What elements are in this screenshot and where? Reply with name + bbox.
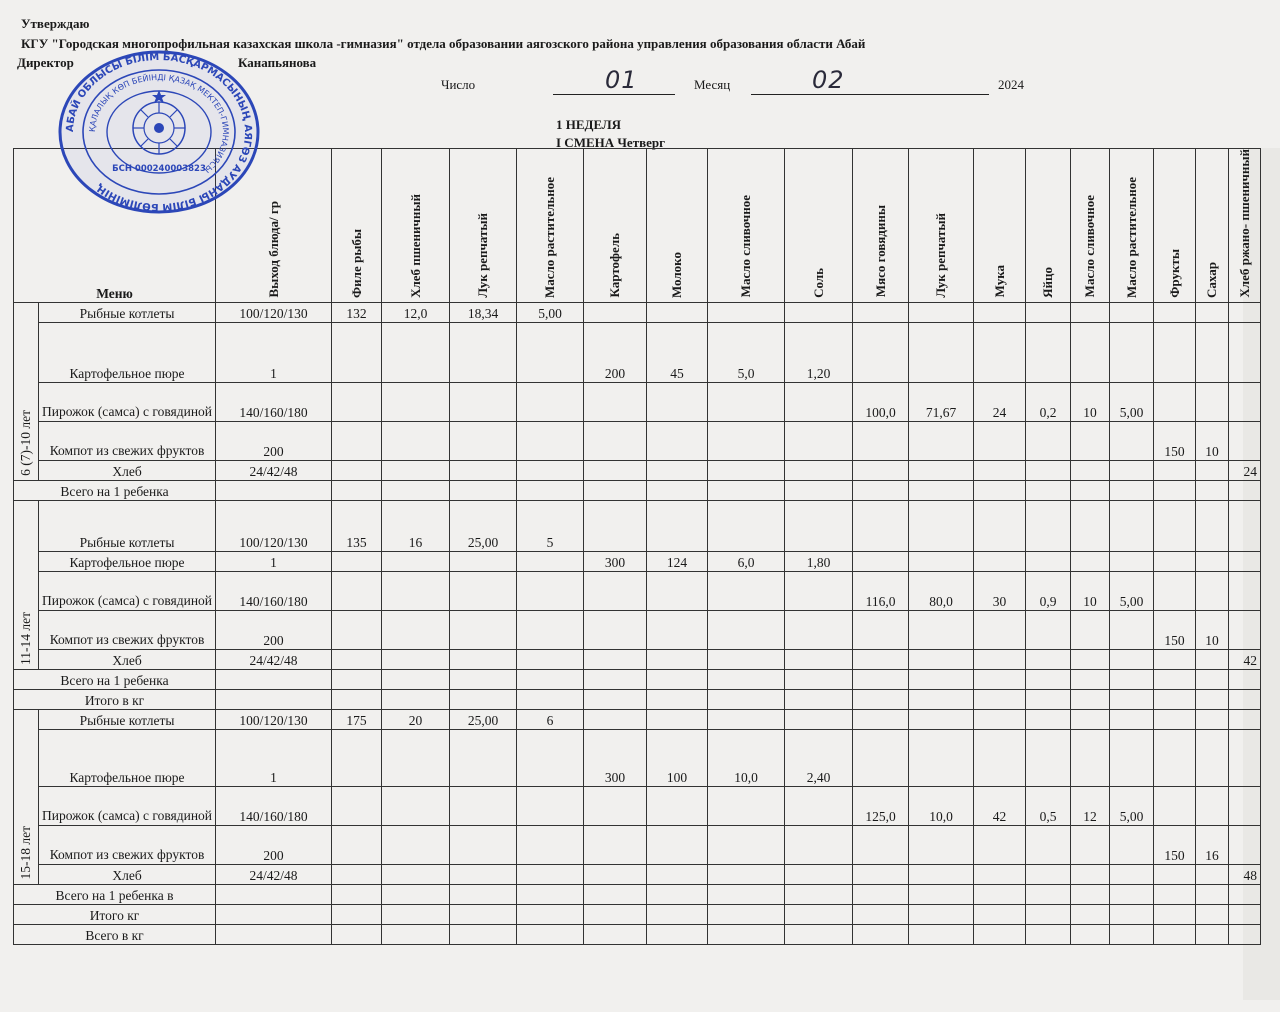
age-group-label: 6 (7)-10 лет — [18, 409, 33, 476]
total-row — [14, 480, 1261, 500]
cell-value: 125,0 — [853, 786, 909, 825]
cell-value: 0,5 — [1026, 786, 1071, 825]
col-14 — [1110, 149, 1154, 303]
dish-output: 100/120/130 — [216, 302, 332, 322]
stamp-bin: БСН 000240003823 — [112, 164, 206, 174]
col-1 — [332, 149, 382, 303]
col-3 — [450, 149, 517, 303]
dish-name: Картофельное пюре — [39, 729, 216, 786]
dish-name: Рыбные котлеты — [39, 302, 216, 322]
cell-value: 24 — [974, 382, 1026, 421]
dish-name: Картофельное пюре — [39, 322, 216, 382]
cell-value: 45 — [647, 322, 708, 382]
table-row — [14, 786, 1261, 825]
month-value: 02 — [812, 66, 845, 94]
cell-value: 200 — [584, 322, 647, 382]
cell-value: 150 — [1154, 610, 1196, 649]
dish-name: Хлеб — [39, 649, 216, 669]
table-row — [14, 729, 1261, 786]
age-group-label: 11-14 лет — [18, 611, 33, 665]
cell-value: 18,34 — [450, 302, 517, 322]
dish-name: Хлеб — [39, 460, 216, 480]
dish-output: 200 — [216, 610, 332, 649]
week-title: 1 НЕДЕЛЯ — [556, 117, 622, 132]
table-row — [14, 825, 1261, 864]
cell-value: 6,0 — [708, 551, 785, 571]
cell-value: 10,0 — [708, 729, 785, 786]
total-row — [14, 904, 1261, 924]
table-row — [14, 709, 1261, 729]
col-1-label: Филе рыбы — [348, 228, 364, 298]
month-line — [751, 94, 989, 95]
cell-value: 150 — [1154, 825, 1196, 864]
total-row — [14, 884, 1261, 904]
col-5-label: Картофель — [607, 233, 623, 298]
dish-name: Пирожок (самса) с говядиной — [39, 786, 216, 825]
stamp-outer-text: АБАЙ ОБЛЫСЫ БІЛІМ БАСҚАРМАСЫНЫҢ АЯГӨЗ АУДАНЫ БІЛІМ БӨЛІМІНІҢ — [64, 51, 254, 213]
col-13-label: Масло сливочное — [1082, 195, 1098, 298]
table-row — [14, 421, 1261, 460]
total-label: Итого в кг — [14, 689, 216, 709]
col-12 — [1026, 149, 1071, 303]
day-label: Число — [441, 77, 476, 92]
table-row — [14, 382, 1261, 421]
dish-output: 200 — [216, 421, 332, 460]
dish-output: 100/120/130 — [216, 500, 332, 551]
dish-output: 24/42/48 — [216, 649, 332, 669]
dish-output: 24/42/48 — [216, 460, 332, 480]
cell-value: 300 — [584, 729, 647, 786]
age-group-cell — [14, 709, 39, 884]
col-6 — [647, 149, 708, 303]
cell-value: 5,00 — [1110, 382, 1154, 421]
col-16-label: Сахар — [1204, 261, 1220, 298]
age-group-label: 15-18 лет — [18, 826, 33, 880]
total-row — [14, 924, 1261, 944]
cell-value: 1,20 — [785, 322, 853, 382]
col-6-label: Молоко — [669, 251, 685, 298]
table-row — [14, 551, 1261, 571]
col-5 — [584, 149, 647, 303]
cell-value: 135 — [332, 500, 382, 551]
col-10 — [909, 149, 974, 303]
col-2 — [382, 149, 450, 303]
table-row — [14, 322, 1261, 382]
dish-output: 24/42/48 — [216, 864, 332, 884]
dish-name: Рыбные котлеты — [39, 500, 216, 551]
dish-output: 200 — [216, 825, 332, 864]
dish-name: Пирожок (самса) с говядиной — [39, 382, 216, 421]
director-name: Канапьянова — [238, 55, 317, 70]
dish-name: Компот из свежих фруктов — [39, 610, 216, 649]
cell-value: 16 — [1196, 825, 1229, 864]
approve-label: Утверждаю — [21, 16, 90, 31]
col-15-label: Фрукты — [1166, 248, 1182, 298]
cell-value: 5,00 — [1110, 571, 1154, 610]
age-group-cell — [14, 500, 39, 669]
total-row — [14, 689, 1261, 709]
total-label: Всего на 1 ребенка в — [14, 884, 216, 904]
cell-value: 20 — [382, 709, 450, 729]
cell-value: 42 — [1229, 649, 1261, 669]
cell-value: 5,00 — [517, 302, 584, 322]
col-10-label: Лук репчатый — [933, 212, 949, 298]
table-row — [14, 460, 1261, 480]
dish-name: Рыбные котлеты — [39, 709, 216, 729]
col-15 — [1154, 149, 1196, 303]
year-value: 2024 — [998, 77, 1024, 92]
col-17 — [1229, 149, 1261, 303]
cell-value: 10 — [1196, 610, 1229, 649]
col-output-label: Выход блюда/ гр — [265, 201, 281, 298]
cell-value: 0,9 — [1026, 571, 1071, 610]
cell-value: 124 — [647, 551, 708, 571]
dish-name: Компот из свежих фруктов — [39, 825, 216, 864]
cell-value: 25,00 — [450, 500, 517, 551]
col-11-label: Мука — [991, 265, 1007, 298]
day-value: 01 — [605, 66, 638, 94]
col-4-label: Масло растительное — [542, 176, 558, 298]
dish-name: Картофельное пюре — [39, 551, 216, 571]
col-16 — [1196, 149, 1229, 303]
cell-value: 5 — [517, 500, 584, 551]
table-row — [14, 649, 1261, 669]
cell-value: 12,0 — [382, 302, 450, 322]
dish-name: Компот из свежих фруктов — [39, 421, 216, 460]
cell-value: 132 — [332, 302, 382, 322]
dish-output: 140/160/180 — [216, 571, 332, 610]
shift-title: I СМЕНА Четверг — [556, 135, 666, 150]
cell-value: 24 — [1229, 460, 1261, 480]
col-menu-label: Меню — [96, 285, 133, 301]
col-7-label: Масло сливочное — [738, 195, 754, 298]
dish-output: 100/120/130 — [216, 709, 332, 729]
dish-output: 1 — [216, 322, 332, 382]
cell-value: 10 — [1071, 382, 1110, 421]
cell-value: 42 — [974, 786, 1026, 825]
table-row — [14, 571, 1261, 610]
dish-name: Хлеб — [39, 864, 216, 884]
col-9-label: Мясо говядины — [872, 205, 888, 298]
col-11 — [974, 149, 1026, 303]
col-3-label: Лук репчатый — [475, 212, 491, 298]
menu-table — [13, 148, 1261, 945]
cell-value: 80,0 — [909, 571, 974, 610]
dish-output: 1 — [216, 551, 332, 571]
cell-value: 2,40 — [785, 729, 853, 786]
total-label: Всего на 1 ребенка — [14, 669, 216, 689]
col-7 — [708, 149, 785, 303]
cell-value: 5,0 — [708, 322, 785, 382]
month-label: Месяц — [694, 77, 731, 92]
cell-value: 6 — [517, 709, 584, 729]
official-stamp — [58, 50, 260, 214]
dish-output: 1 — [216, 729, 332, 786]
cell-value: 12 — [1071, 786, 1110, 825]
cell-value: 10,0 — [909, 786, 974, 825]
total-label: Всего в кг — [14, 924, 216, 944]
cell-value: 300 — [584, 551, 647, 571]
cell-value: 30 — [974, 571, 1026, 610]
cell-value: 150 — [1154, 421, 1196, 460]
col-13 — [1071, 149, 1110, 303]
col-12-label: Яйцо — [1040, 266, 1056, 298]
cell-value: 0,2 — [1026, 382, 1071, 421]
table-row — [14, 302, 1261, 322]
col-8 — [785, 149, 853, 303]
director-label: Директор — [17, 55, 74, 70]
cell-value: 175 — [332, 709, 382, 729]
cell-value: 48 — [1229, 864, 1261, 884]
total-label: Всего на 1 ребенка — [14, 480, 216, 500]
col-4 — [517, 149, 584, 303]
total-label: Итого кг — [14, 904, 216, 924]
col-9 — [853, 149, 909, 303]
organization-name: КГУ "Городская многопрофильная казахская школа -гимназия" отдела образовании аягозского района управления образования области Абай — [21, 36, 866, 51]
cell-value: 10 — [1196, 421, 1229, 460]
total-row — [14, 669, 1261, 689]
cell-value: 100,0 — [853, 382, 909, 421]
col-14-label: Масло растительное — [1123, 176, 1139, 298]
stamp-inner-text: ҚАЛАЛЫҚ КӨП БЕЙІНДІ ҚАЗАҚ МЕКТЕП-ГИМНАЗИЯСЫ — [87, 72, 231, 175]
cell-value: 5,00 — [1110, 786, 1154, 825]
age-group-cell — [14, 302, 39, 480]
cell-value: 116,0 — [853, 571, 909, 610]
cell-value: 71,67 — [909, 382, 974, 421]
table-row — [14, 864, 1261, 884]
cell-value: 16 — [382, 500, 450, 551]
col-8-label: Соль — [810, 267, 826, 298]
table-row — [14, 500, 1261, 551]
col-2-label: Хлеб пшеничный — [407, 193, 423, 298]
table-row — [14, 610, 1261, 649]
dish-output: 140/160/180 — [216, 786, 332, 825]
dish-name: Пирожок (самса) с говядиной — [39, 571, 216, 610]
cell-value: 25,00 — [450, 709, 517, 729]
cell-value: 100 — [647, 729, 708, 786]
dish-output: 140/160/180 — [216, 382, 332, 421]
day-line — [553, 94, 675, 95]
cell-value: 1,80 — [785, 551, 853, 571]
col-17-label: Хлеб ржано- пшеничный — [1236, 149, 1252, 298]
cell-value: 10 — [1071, 571, 1110, 610]
